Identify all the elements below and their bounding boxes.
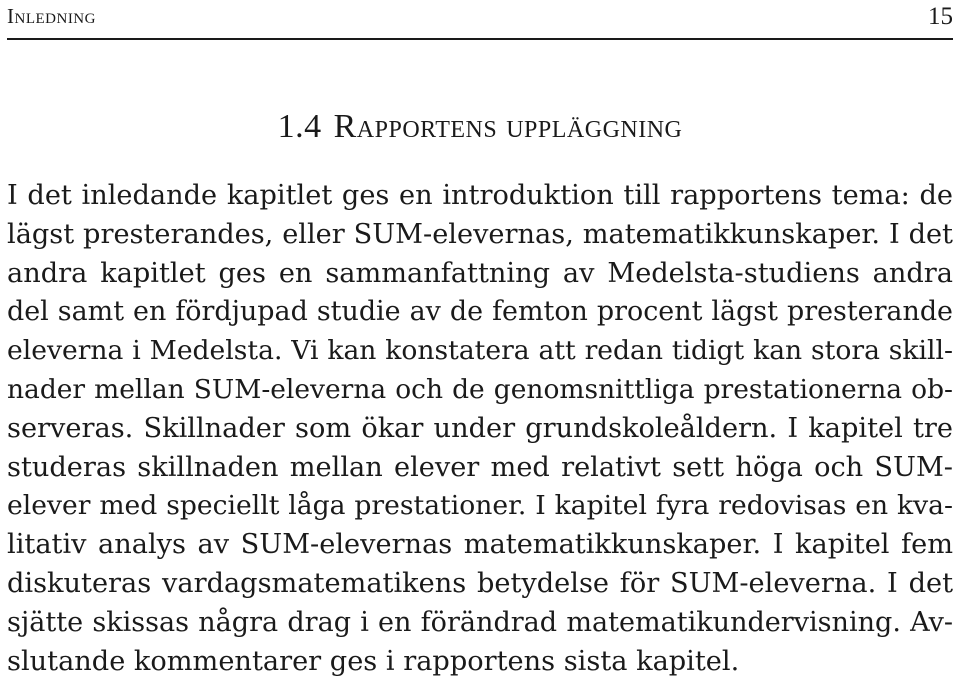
- running-title: Inledning: [7, 4, 96, 28]
- section-heading: [0, 110, 960, 144]
- paragraph-line: lägst presterandes, eller SUM-elevernas, matematikkunskaper. I det: [7, 218, 953, 250]
- body-paragraph: [7, 177, 953, 681]
- paragraph-line: studeras skillnaden mellan elever med relativt sett höga och SUM-: [7, 451, 953, 483]
- section-title: Rapportens uppläggning: [333, 108, 683, 145]
- paragraph-line: del samt en fördjupad studie av de femton procent lägst presterande: [7, 296, 953, 328]
- paragraph-line: elever med speciellt låga prestationer. I kapitel fyra redovisas en kva-: [7, 490, 953, 522]
- paragraph-line: serveras. Skillnader som ökar under grundskoleåldern. I kapitel tre: [7, 412, 953, 444]
- paragraph-line: nader mellan SUM-eleverna och de genomsnittliga prestationerna ob-: [7, 373, 953, 405]
- paragraph-line: eleverna i Medelsta. Vi kan konstatera att redan tidigt kan stora skill-: [7, 335, 953, 367]
- paragraph-line: andra kapitlet ges en sammanfattning av Medelsta-studiens andra: [7, 257, 953, 289]
- paragraph-line: diskuteras vardagsmatematikens betydelse för SUM-eleverna. I det: [7, 567, 953, 599]
- page-number: 15: [928, 3, 953, 30]
- paragraph-line: sjätte skissas några drag i en förändrad matematikundervisning. Av-: [7, 606, 953, 638]
- section-number: 1.4: [277, 108, 322, 145]
- running-header: [7, 0, 953, 40]
- paragraph-line: slutande kommentarer ges i rapportens sista kapitel.: [7, 645, 740, 677]
- paragraph-line: litativ analys av SUM-elevernas matematikkunskaper. I kapitel fem: [7, 529, 953, 561]
- paragraph-line: I det inledande kapitlet ges en introduktion till rapportens tema: de: [7, 180, 953, 211]
